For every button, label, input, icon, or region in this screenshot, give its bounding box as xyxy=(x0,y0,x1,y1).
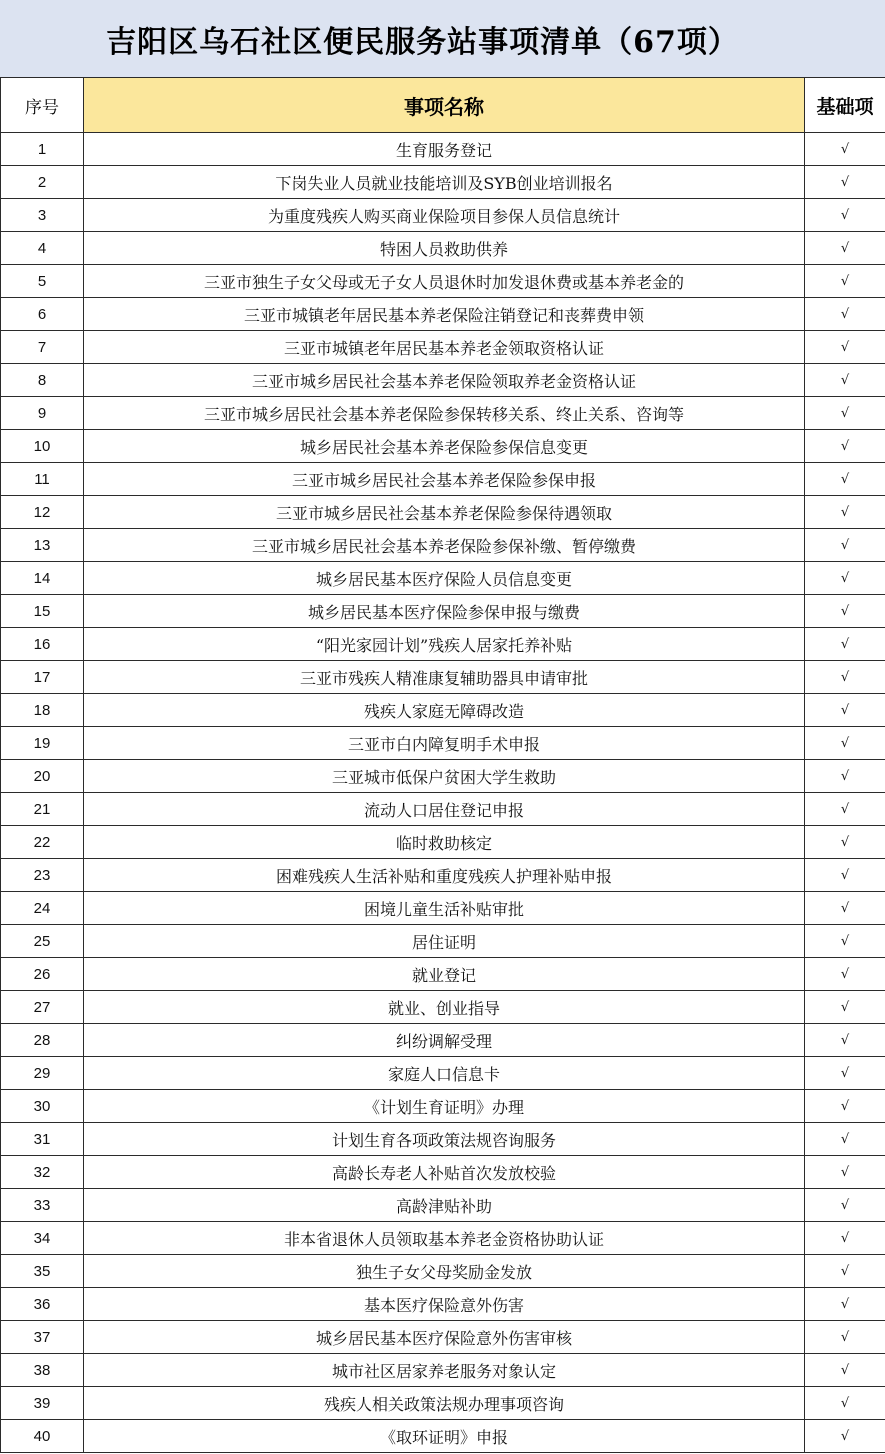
row-serial-number: 33 xyxy=(1,1189,84,1222)
row-serial-number: 40 xyxy=(1,1420,84,1453)
table-row xyxy=(1,364,885,397)
table-row xyxy=(1,199,885,232)
table-row xyxy=(1,529,885,562)
row-item-name: 基本医疗保险意外伤害 xyxy=(84,1288,805,1321)
row-basic-check-mark: √ xyxy=(805,1090,885,1123)
table-row xyxy=(1,1123,885,1156)
row-basic-check-mark: √ xyxy=(805,199,885,232)
row-basic-check-mark: √ xyxy=(805,859,885,892)
row-basic-check-mark: √ xyxy=(805,1321,885,1354)
row-item-name: 三亚市独生子女父母或无子女人员退休时加发退休费或基本养老金的 xyxy=(84,265,805,298)
table-body xyxy=(1,133,885,1453)
row-basic-check-mark: √ xyxy=(805,1420,885,1453)
row-item-name: 《取环证明》申报 xyxy=(84,1420,805,1453)
table-row xyxy=(1,1354,885,1387)
row-basic-check-mark: √ xyxy=(805,727,885,760)
header-row xyxy=(1,78,885,133)
row-item-name: 残疾人家庭无障碍改造 xyxy=(84,694,805,727)
row-item-name: 纠纷调解受理 xyxy=(84,1024,805,1057)
row-basic-check-mark: √ xyxy=(805,925,885,958)
row-basic-check-mark: √ xyxy=(805,1354,885,1387)
row-basic-check-mark: √ xyxy=(805,1156,885,1189)
row-item-name: 高龄津贴补助 xyxy=(84,1189,805,1222)
row-basic-check-mark: √ xyxy=(805,364,885,397)
row-item-name: 三亚市白内障复明手术申报 xyxy=(84,727,805,760)
row-basic-check-mark: √ xyxy=(805,958,885,991)
table-row xyxy=(1,958,885,991)
row-serial-number: 25 xyxy=(1,925,84,958)
row-serial-number: 26 xyxy=(1,958,84,991)
row-basic-check-mark: √ xyxy=(805,529,885,562)
row-serial-number: 28 xyxy=(1,1024,84,1057)
row-basic-check-mark: √ xyxy=(805,397,885,430)
row-serial-number: 34 xyxy=(1,1222,84,1255)
table-row xyxy=(1,826,885,859)
row-basic-check-mark: √ xyxy=(805,1024,885,1057)
row-serial-number: 9 xyxy=(1,397,84,430)
row-serial-number: 37 xyxy=(1,1321,84,1354)
table-row xyxy=(1,991,885,1024)
row-item-name: 高龄长寿老人补贴首次发放校验 xyxy=(84,1156,805,1189)
table-row xyxy=(1,232,885,265)
table-row xyxy=(1,859,885,892)
row-basic-check-mark: √ xyxy=(805,760,885,793)
row-serial-number: 17 xyxy=(1,661,84,694)
row-serial-number: 15 xyxy=(1,595,84,628)
title-banner xyxy=(0,0,885,77)
table-row xyxy=(1,496,885,529)
row-serial-number: 35 xyxy=(1,1255,84,1288)
page-title: 吉阳区乌石社区便民服务站事项清单（67项） xyxy=(106,24,739,60)
row-item-name: 下岗失业人员就业技能培训及SYB创业培训报名 xyxy=(84,166,805,199)
row-item-name: 为重度残疾人购买商业保险项目参保人员信息统计 xyxy=(84,199,805,232)
table-row xyxy=(1,892,885,925)
row-serial-number: 11 xyxy=(1,463,84,496)
table-row xyxy=(1,925,885,958)
row-item-name: 特困人员救助供养 xyxy=(84,232,805,265)
row-serial-number: 3 xyxy=(1,199,84,232)
row-basic-check-mark: √ xyxy=(805,331,885,364)
table-row xyxy=(1,760,885,793)
header-basic-item: 基础项 xyxy=(805,78,885,133)
table-row xyxy=(1,1222,885,1255)
table-row xyxy=(1,166,885,199)
row-basic-check-mark: √ xyxy=(805,661,885,694)
row-item-name: 城乡居民基本医疗保险意外伤害审核 xyxy=(84,1321,805,1354)
table-row xyxy=(1,1255,885,1288)
table-row xyxy=(1,133,885,166)
row-serial-number: 8 xyxy=(1,364,84,397)
row-basic-check-mark: √ xyxy=(805,892,885,925)
row-basic-check-mark: √ xyxy=(805,793,885,826)
row-item-name: 临时救助核定 xyxy=(84,826,805,859)
row-serial-number: 38 xyxy=(1,1354,84,1387)
row-basic-check-mark: √ xyxy=(805,496,885,529)
row-serial-number: 23 xyxy=(1,859,84,892)
row-serial-number: 5 xyxy=(1,265,84,298)
row-serial-number: 21 xyxy=(1,793,84,826)
row-item-name: 三亚市城乡居民社会基本养老保险参保待遇领取 xyxy=(84,496,805,529)
table-row xyxy=(1,661,885,694)
row-serial-number: 13 xyxy=(1,529,84,562)
row-item-name: 三亚市城乡居民社会基本养老保险领取养老金资格认证 xyxy=(84,364,805,397)
row-serial-number: 4 xyxy=(1,232,84,265)
table-row xyxy=(1,727,885,760)
row-basic-check-mark: √ xyxy=(805,133,885,166)
row-basic-check-mark: √ xyxy=(805,166,885,199)
row-basic-check-mark: √ xyxy=(805,1057,885,1090)
row-item-name: 家庭人口信息卡 xyxy=(84,1057,805,1090)
row-item-name: 城市社区居家养老服务对象认定 xyxy=(84,1354,805,1387)
row-basic-check-mark: √ xyxy=(805,265,885,298)
row-item-name: 就业、创业指导 xyxy=(84,991,805,1024)
row-serial-number: 31 xyxy=(1,1123,84,1156)
row-serial-number: 1 xyxy=(1,133,84,166)
row-item-name: 三亚市城乡居民社会基本养老保险参保申报 xyxy=(84,463,805,496)
row-serial-number: 16 xyxy=(1,628,84,661)
table-row xyxy=(1,1420,885,1453)
row-serial-number: 18 xyxy=(1,694,84,727)
row-item-name: 计划生育各项政策法规咨询服务 xyxy=(84,1123,805,1156)
row-basic-check-mark: √ xyxy=(805,991,885,1024)
row-serial-number: 7 xyxy=(1,331,84,364)
row-basic-check-mark: √ xyxy=(805,298,885,331)
table-header xyxy=(1,78,885,133)
table-row xyxy=(1,595,885,628)
row-item-name: 三亚市城镇老年居民基本养老保险注销登记和丧葬费申领 xyxy=(84,298,805,331)
row-serial-number: 30 xyxy=(1,1090,84,1123)
row-item-name: 城乡居民基本医疗保险人员信息变更 xyxy=(84,562,805,595)
row-item-name: 三亚市城乡居民社会基本养老保险参保补缴、暂停缴费 xyxy=(84,529,805,562)
row-item-name: 独生子女父母奖励金发放 xyxy=(84,1255,805,1288)
row-serial-number: 39 xyxy=(1,1387,84,1420)
header-serial-number: 序号 xyxy=(1,78,84,133)
row-item-name: 就业登记 xyxy=(84,958,805,991)
row-serial-number: 6 xyxy=(1,298,84,331)
row-serial-number: 12 xyxy=(1,496,84,529)
table-row xyxy=(1,562,885,595)
table-row xyxy=(1,793,885,826)
table-row xyxy=(1,1024,885,1057)
row-item-name: 残疾人相关政策法规办理事项咨询 xyxy=(84,1387,805,1420)
table-row xyxy=(1,1387,885,1420)
table-row xyxy=(1,694,885,727)
row-item-name: 城乡居民社会基本养老保险参保信息变更 xyxy=(84,430,805,463)
row-item-name: “阳光家园计划”残疾人居家托养补贴 xyxy=(84,628,805,661)
row-serial-number: 36 xyxy=(1,1288,84,1321)
row-basic-check-mark: √ xyxy=(805,1387,885,1420)
row-serial-number: 10 xyxy=(1,430,84,463)
row-item-name: 困境儿童生活补贴审批 xyxy=(84,892,805,925)
header-item-name: 事项名称 xyxy=(84,78,805,133)
row-serial-number: 22 xyxy=(1,826,84,859)
row-item-name: 困难残疾人生活补贴和重度残疾人护理补贴申报 xyxy=(84,859,805,892)
row-serial-number: 19 xyxy=(1,727,84,760)
row-item-name: 非本省退休人员领取基本养老金资格协助认证 xyxy=(84,1222,805,1255)
table-row xyxy=(1,331,885,364)
row-item-name: 三亚市残疾人精准康复辅助器具申请审批 xyxy=(84,661,805,694)
row-serial-number: 29 xyxy=(1,1057,84,1090)
table-row xyxy=(1,1189,885,1222)
table-row xyxy=(1,1321,885,1354)
row-basic-check-mark: √ xyxy=(805,694,885,727)
table-row xyxy=(1,430,885,463)
row-item-name: 城乡居民基本医疗保险参保申报与缴费 xyxy=(84,595,805,628)
row-basic-check-mark: √ xyxy=(805,463,885,496)
row-basic-check-mark: √ xyxy=(805,595,885,628)
row-basic-check-mark: √ xyxy=(805,430,885,463)
row-basic-check-mark: √ xyxy=(805,1222,885,1255)
row-item-name: 生育服务登记 xyxy=(84,133,805,166)
table-row xyxy=(1,1288,885,1321)
row-basic-check-mark: √ xyxy=(805,1288,885,1321)
row-item-name: 居住证明 xyxy=(84,925,805,958)
table-row xyxy=(1,1156,885,1189)
row-serial-number: 24 xyxy=(1,892,84,925)
table-row xyxy=(1,628,885,661)
items-table xyxy=(0,77,885,1453)
row-basic-check-mark: √ xyxy=(805,628,885,661)
row-basic-check-mark: √ xyxy=(805,826,885,859)
table-row xyxy=(1,298,885,331)
table-row xyxy=(1,265,885,298)
row-basic-check-mark: √ xyxy=(805,1123,885,1156)
row-basic-check-mark: √ xyxy=(805,1255,885,1288)
row-basic-check-mark: √ xyxy=(805,232,885,265)
row-item-name: 流动人口居住登记申报 xyxy=(84,793,805,826)
table-row xyxy=(1,1090,885,1123)
row-basic-check-mark: √ xyxy=(805,1189,885,1222)
row-basic-check-mark: √ xyxy=(805,562,885,595)
table-row xyxy=(1,397,885,430)
row-item-name: 三亚市城乡居民社会基本养老保险参保转移关系、终止关系、咨询等 xyxy=(84,397,805,430)
row-serial-number: 32 xyxy=(1,1156,84,1189)
row-serial-number: 27 xyxy=(1,991,84,1024)
table-row xyxy=(1,1057,885,1090)
row-item-name: 《计划生育证明》办理 xyxy=(84,1090,805,1123)
row-serial-number: 20 xyxy=(1,760,84,793)
row-item-name: 三亚市城镇老年居民基本养老金领取资格认证 xyxy=(84,331,805,364)
row-serial-number: 14 xyxy=(1,562,84,595)
row-item-name: 三亚城市低保户贫困大学生救助 xyxy=(84,760,805,793)
table-row xyxy=(1,463,885,496)
row-serial-number: 2 xyxy=(1,166,84,199)
